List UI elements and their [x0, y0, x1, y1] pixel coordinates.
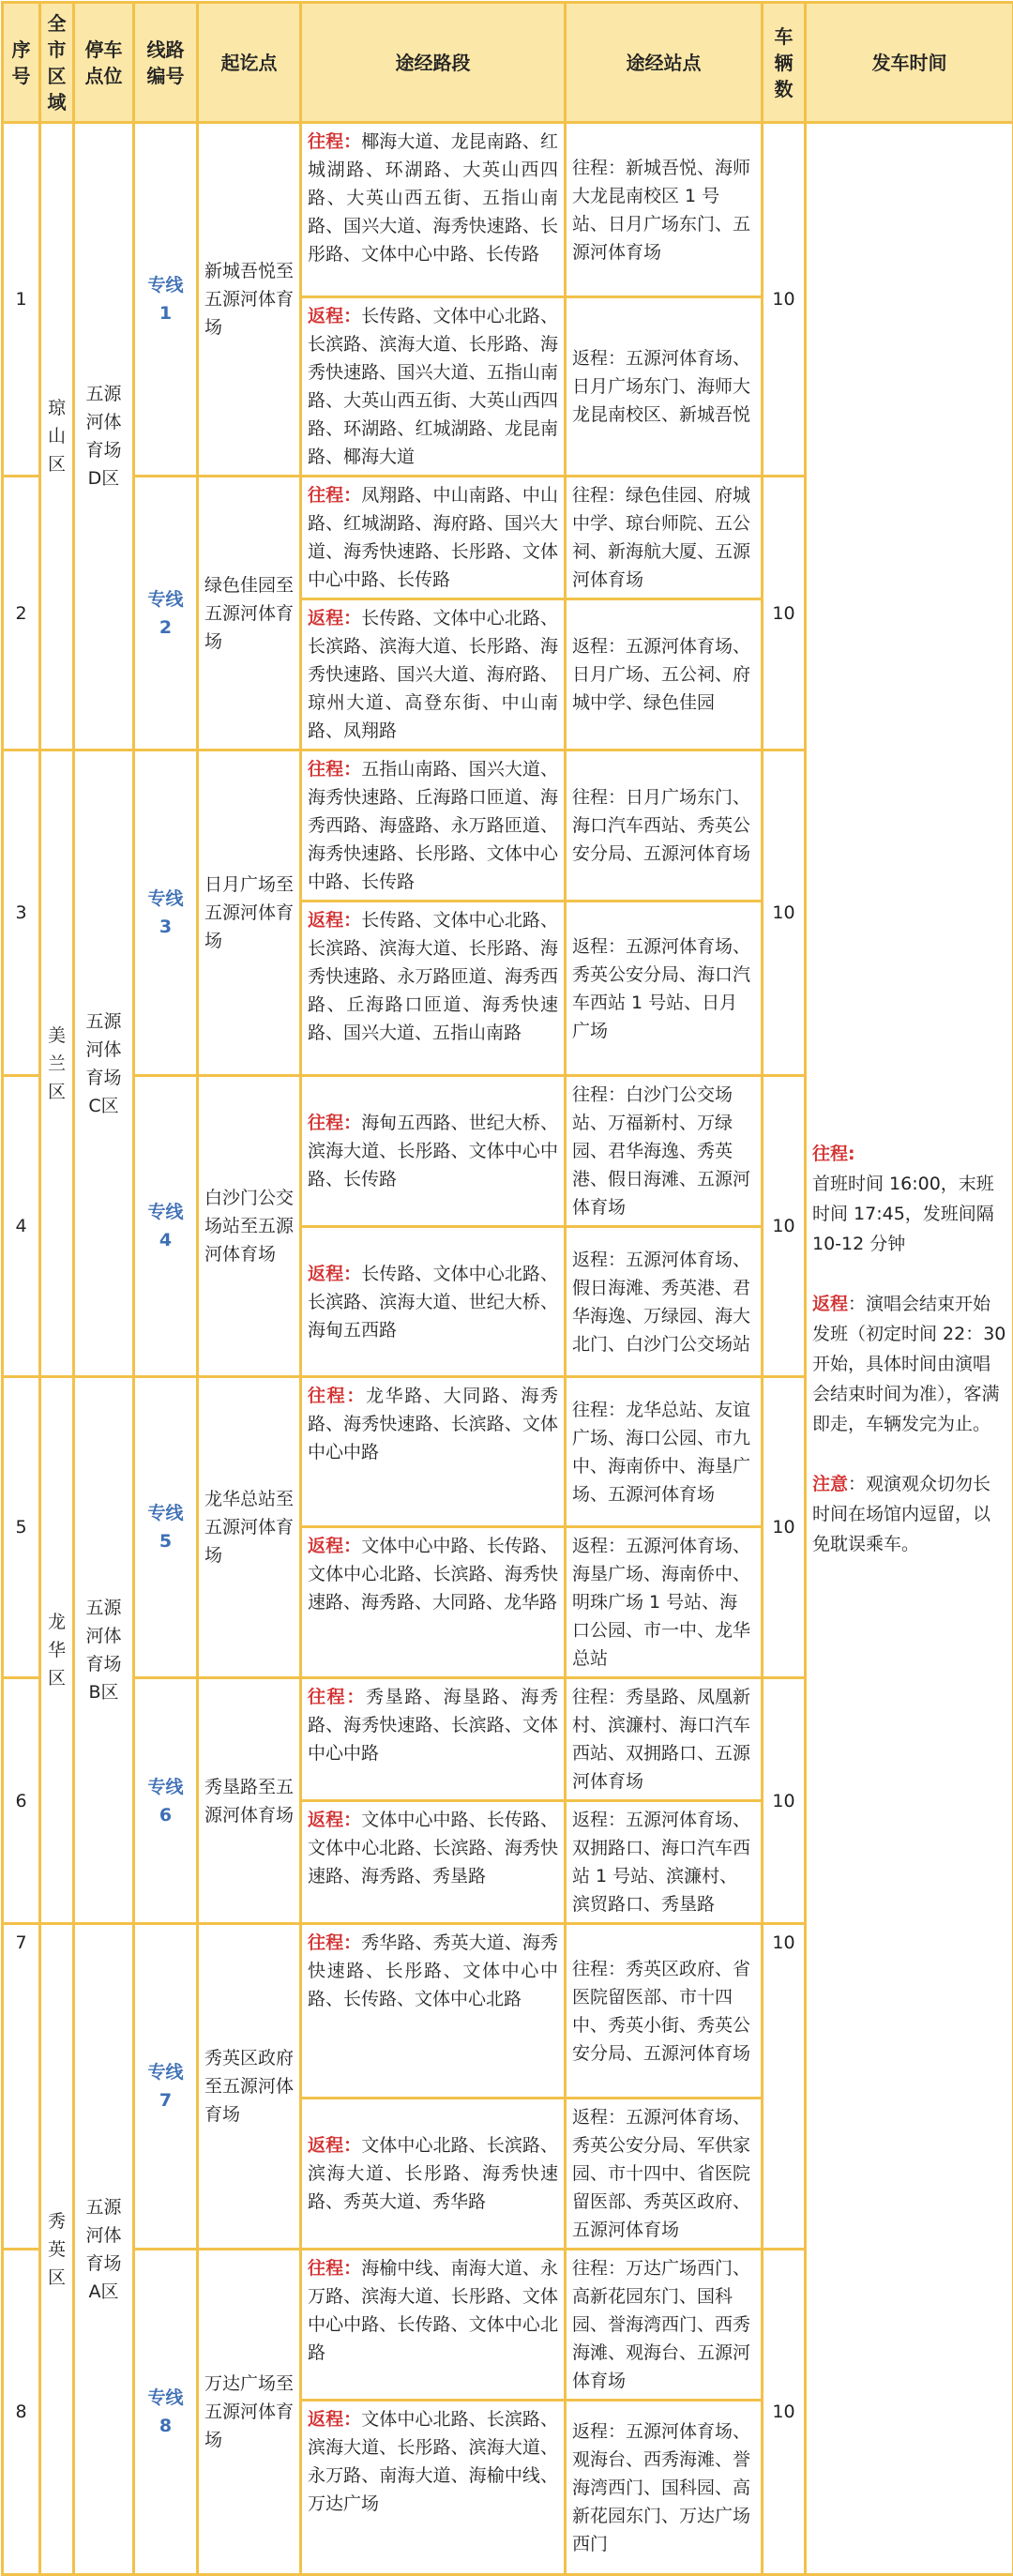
table-row [3, 123, 1013, 297]
outbound-stops: 往程：秀垦路、凤凰新村、滨濂村、海口汽车西站、双拥路口、五源河体育场 [566, 1678, 763, 1801]
district-cell: 秀英区 [40, 1924, 74, 2575]
row-no: 8 [3, 2250, 40, 2575]
return-route: 返程：长传路、文体中心北路、长滨路、滨海大道、长彤路、海秀快速路、国兴大道、五指山南路、大英山西五街、大英山西四路、环湖路、红城湖路、龙昆南路、椰海大道 [301, 297, 566, 477]
origin-destination: 秀垦路至五源河体育场 [198, 1678, 301, 1924]
origin-destination: 绿色佳园至五源河体育场 [198, 477, 301, 750]
outbound-route: 往程：秀垦路、海垦路、海秀路、海秀快速路、长滨路、文体中心中路 [301, 1678, 566, 1801]
outbound-stops: 往程：万达广场西门、高新花园东门、国科园、誉海湾西门、西秀海滩、观海台、五源河体育场 [566, 2250, 763, 2401]
header-count: 车辆数 [763, 3, 806, 123]
outbound-label: 往程： [308, 131, 361, 152]
return-stops: 返程：五源河体育场、海垦广场、海南侨中、明珠广场 1 号站、海口公园、市一中、龙华总站 [566, 1527, 763, 1678]
line-number: 专线 6 [134, 1678, 198, 1924]
return-route: 返程：长传路、文体中心北路、长滨路、滨海大道、世纪大桥、海甸五西路 [301, 1227, 566, 1377]
parking-cell: 五源河体育场A区 [74, 1924, 134, 2575]
outbound-stops: 往程：绿色佳园、府城中学、琼台师院、五公祠、新海航大厦、五源河体育场 [566, 477, 763, 599]
outbound-route: 往程：龙华路、大同路、海秀路、海秀快速路、长滨路、文体中心中路 [301, 1377, 566, 1527]
origin-destination: 万达广场至五源河体育场 [198, 2250, 301, 2575]
vehicle-count: 10 [763, 750, 806, 1076]
return-stops: 返程：五源河体育场、日月广场、五公祠、府城中学、绿色佳园 [566, 599, 763, 750]
header-od: 起讫点 [198, 3, 301, 123]
outbound-stops: 往程：秀英区政府、省医院留医部、市十四中、秀英小街、秀英公安分局、五源河体育场 [566, 1924, 763, 2099]
row-no: 3 [3, 750, 40, 1076]
vehicle-count: 10 [763, 1377, 806, 1678]
header-stops: 途经站点 [566, 3, 763, 123]
return-stops: 返程：五源河体育场、双拥路口、海口汽车西站 1 号站、滨濂村、滨贸路口、秀垦路 [566, 1801, 763, 1924]
parking-cell: 五源河体育场C区 [74, 750, 134, 1377]
origin-destination: 白沙门公交场站至五源河体育场 [198, 1076, 301, 1377]
outbound-route: 往程：海榆中线、南海大道、永万路、滨海大道、长彤路、文体中心中路、长传路、文体中心北路 [301, 2250, 566, 2401]
return-stops: 返程：五源河体育场、日月广场东门、海师大龙昆南校区、新城吾悦 [566, 297, 763, 477]
vehicle-count: 10 [763, 1924, 806, 2250]
origin-destination: 日月广场至五源河体育场 [198, 750, 301, 1076]
outbound-stops: 往程：日月广场东门、海口汽车西站、秀英公安分局、五源河体育场 [566, 750, 763, 902]
row-no: 2 [3, 477, 40, 750]
origin-destination: 秀英区政府至五源河体育场 [198, 1924, 301, 2250]
vehicle-count: 10 [763, 1678, 806, 1924]
origin-destination: 龙华总站至五源河体育场 [198, 1377, 301, 1678]
line-number: 专线 7 [134, 1924, 198, 2250]
row-no: 6 [3, 1678, 40, 1924]
row-no: 5 [3, 1377, 40, 1678]
line-number: 专线 4 [134, 1076, 198, 1377]
parking-cell: 五源河体育场D区 [74, 123, 134, 750]
outbound-route: 往程：海甸五西路、世纪大桥、滨海大道、长彤路、文体中心中路、长传路 [301, 1076, 566, 1227]
outbound-stops: 往程：龙华总站、友谊广场、海口公园、市九中、海南侨中、海垦广场、五源河体育场 [566, 1377, 763, 1527]
return-route: 返程：长传路、文体中心北路、长滨路、滨海大道、长彤路、海秀快速路、国兴大道、海府路、琼州大道、高登东街、中山南路、凤翔路 [301, 599, 566, 750]
departure-note: 注意：观演观众切勿长时间在场馆内逗留，以免耽误乘车。 [812, 1469, 1006, 1559]
row-no: 1 [3, 123, 40, 477]
district-cell: 琼山区 [40, 123, 74, 750]
line-number: 专线 1 [134, 123, 198, 477]
line-number: 专线 8 [134, 2250, 198, 2575]
return-route: 返程：长传路、文体中心北路、长滨路、滨海大道、长彤路、海秀快速路、永万路匝道、海秀西路、丘海路口匝道、海秀快速路、国兴大道、五指山南路 [301, 902, 566, 1076]
bus-schedule-table [1, 1, 1013, 2576]
district-cell: 龙华区 [40, 1377, 74, 1924]
return-route: 返程：文体中心北路、长滨路、滨海大道、长彤路、滨海大道、永万路、南海大道、海榆中线、万达广场 [301, 2401, 566, 2575]
vehicle-count: 10 [763, 1076, 806, 1377]
row-no: 7 [3, 1924, 40, 2250]
return-stops: 返程：五源河体育场、观海台、西秀海滩、誉海湾西门、国科园、高新花园东门、万达广场西门 [566, 2401, 763, 2575]
return-stops: 返程：五源河体育场、秀英公安分局、海口汽车西站 1 号站、日月广场 [566, 902, 763, 1076]
vehicle-count: 10 [763, 477, 806, 750]
row-no: 4 [3, 1076, 40, 1377]
outbound-route: 往程：椰海大道、龙昆南路、红城湖路、环湖路、大英山西四路、大英山西五街、五指山南路、国兴大道、海秀快速路、长彤路、文体中心中路、长传路 [301, 123, 566, 297]
return-stops: 返程：五源河体育场、秀英公安分局、军供家园、市十四中、省医院留医部、秀英区政府、五源河体育场 [566, 2099, 763, 2250]
header-line: 线路编号 [134, 3, 198, 123]
header-parking: 停车点位 [74, 3, 134, 123]
return-route: 返程：文体中心中路、长传路、文体中心北路、长滨路、海秀快速路、海秀路、秀垦路 [301, 1801, 566, 1924]
outbound-route: 往程：五指山南路、国兴大道、海秀快速路、丘海路口匝道、海秀西路、海盛路、永万路匝道、海秀快速路、长彤路、文体中心中路、长传路 [301, 750, 566, 902]
outbound-stops: 往程：新城吾悦、海师大龙昆南校区 1 号站、日月广场东门、五源河体育场 [566, 123, 763, 297]
return-stops: 返程：五源河体育场、假日海滩、秀英港、君华海逸、万绿园、海大北门、白沙门公交场站 [566, 1227, 763, 1377]
departure-outbound: 往程: 首班时间 16:00，末班时间 17:45，发班间隔 10-12 分钟 [812, 1139, 1006, 1259]
outbound-route: 往程：秀华路、秀英大道、海秀快速路、长彤路、文体中心中路、长传路、文体中心北路 [301, 1924, 566, 2099]
outbound-stops: 往程：白沙门公交场站、万福新村、万绿园、君华海逸、秀英港、假日海滩、五源河体育场 [566, 1076, 763, 1227]
header-no: 序号 [3, 3, 40, 123]
line-number: 专线 5 [134, 1377, 198, 1678]
header-district: 全市区域 [40, 3, 74, 123]
vehicle-count: 10 [763, 2250, 806, 2575]
header-route: 途经路段 [301, 3, 566, 123]
parking-cell: 五源河体育场B区 [74, 1377, 134, 1924]
outbound-route: 往程：凤翔路、中山南路、中山路、红城湖路、海府路、国兴大道、海秀快速路、长彤路、文体中心中路、长传路 [301, 477, 566, 599]
district-cell: 美兰区 [40, 750, 74, 1377]
header-departure: 发车时间 [806, 3, 1013, 123]
departure-time-cell [806, 123, 1013, 2575]
line-number: 专线 2 [134, 477, 198, 750]
header-row [3, 3, 1013, 123]
vehicle-count: 10 [763, 123, 806, 477]
departure-return: 返程：演唱会结束开始发班（初定时间 22：30 开始，具体时间由演唱会结束时间为准），客满即走，车辆发完为止。 [812, 1289, 1006, 1439]
return-route: 返程：文体中心中路、长传路、文体中心北路、长滨路、海秀快速路、海秀路、大同路、龙华路 [301, 1527, 566, 1678]
return-route: 返程：文体中心北路、长滨路、滨海大道、长彤路、海秀快速路、秀英大道、秀华路 [301, 2099, 566, 2250]
line-number: 专线 3 [134, 750, 198, 1076]
origin-destination: 新城吾悦至五源河体育场 [198, 123, 301, 477]
